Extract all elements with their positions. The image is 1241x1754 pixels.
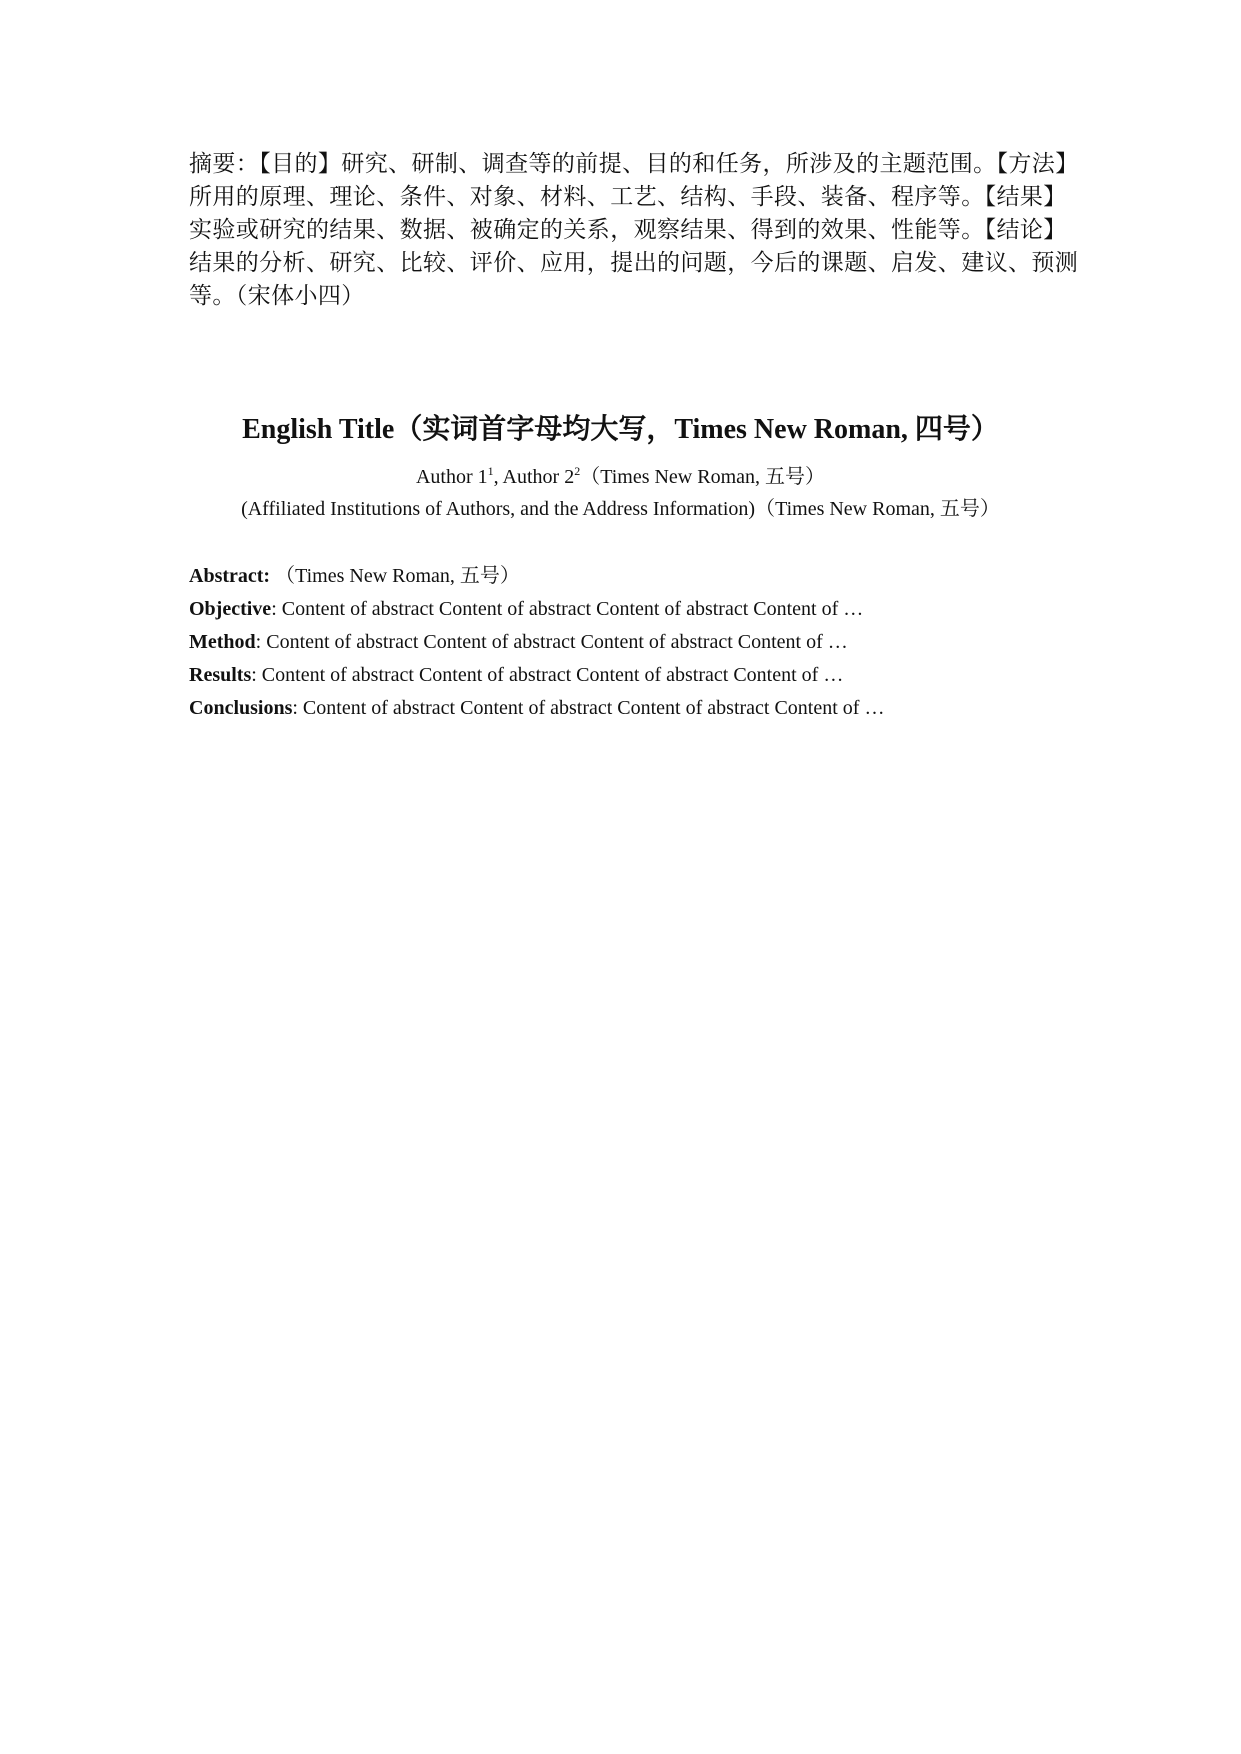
results-text: : Content of abstract Content of abstract Content of abstract Content of … [251, 664, 844, 686]
abstract-label: Abstract: [189, 565, 271, 587]
objective-row [189, 593, 1089, 626]
author-format-note: （Times New Roman, 五号） [580, 466, 826, 488]
results-label: Results [189, 664, 252, 686]
results-row [189, 659, 1089, 692]
abstract-format-note: （Times New Roman, 五号） [270, 565, 520, 587]
english-abstract [189, 560, 1089, 725]
author-1-affiliation-mark: 1 [487, 464, 494, 478]
chinese-abstract: 摘要：【目的】研究、研制、调查等的前提、目的和任务，所涉及的主题范围。【方法】所用的原理、理论、条件、对象、材料、工艺、结构、手段、装备、程序等。【结果】实验或研究的结果、数据、被确定的关系，观察结果、得到的效果、性能等。【结论】结果的分析、研究、比较、评价、应用，提出的问题，今后的课题、启发、建议、预测等。（宋体小四） [189, 151, 1079, 309]
abstract-heading-row [189, 560, 1089, 593]
author-separator: , [493, 466, 503, 488]
method-row [189, 626, 1089, 659]
method-label: Method [189, 631, 256, 653]
conclusions-row [189, 692, 1089, 725]
method-text: : Content of abstract Content of abstract Content of abstract Content of … [255, 631, 848, 653]
author-line [0, 462, 1241, 492]
author-2-affiliation-mark: 2 [574, 464, 581, 478]
affiliation-line: (Affiliated Institutions of Authors, and the Address Information)（Times New Roman, 五号） [241, 498, 1000, 520]
objective-label: Objective [189, 598, 272, 620]
objective-text: : Content of abstract Content of abstract Content of abstract Content of … [271, 598, 864, 620]
conclusions-label: Conclusions [189, 697, 293, 719]
conclusions-text: : Content of abstract Content of abstract Content of abstract Content of … [292, 697, 885, 719]
author-1: Author 1 [415, 466, 488, 488]
author-2: Author 2 [502, 466, 575, 488]
english-title: English Title（实词首字母均大写，Times New Roman, 四号） [242, 414, 999, 445]
